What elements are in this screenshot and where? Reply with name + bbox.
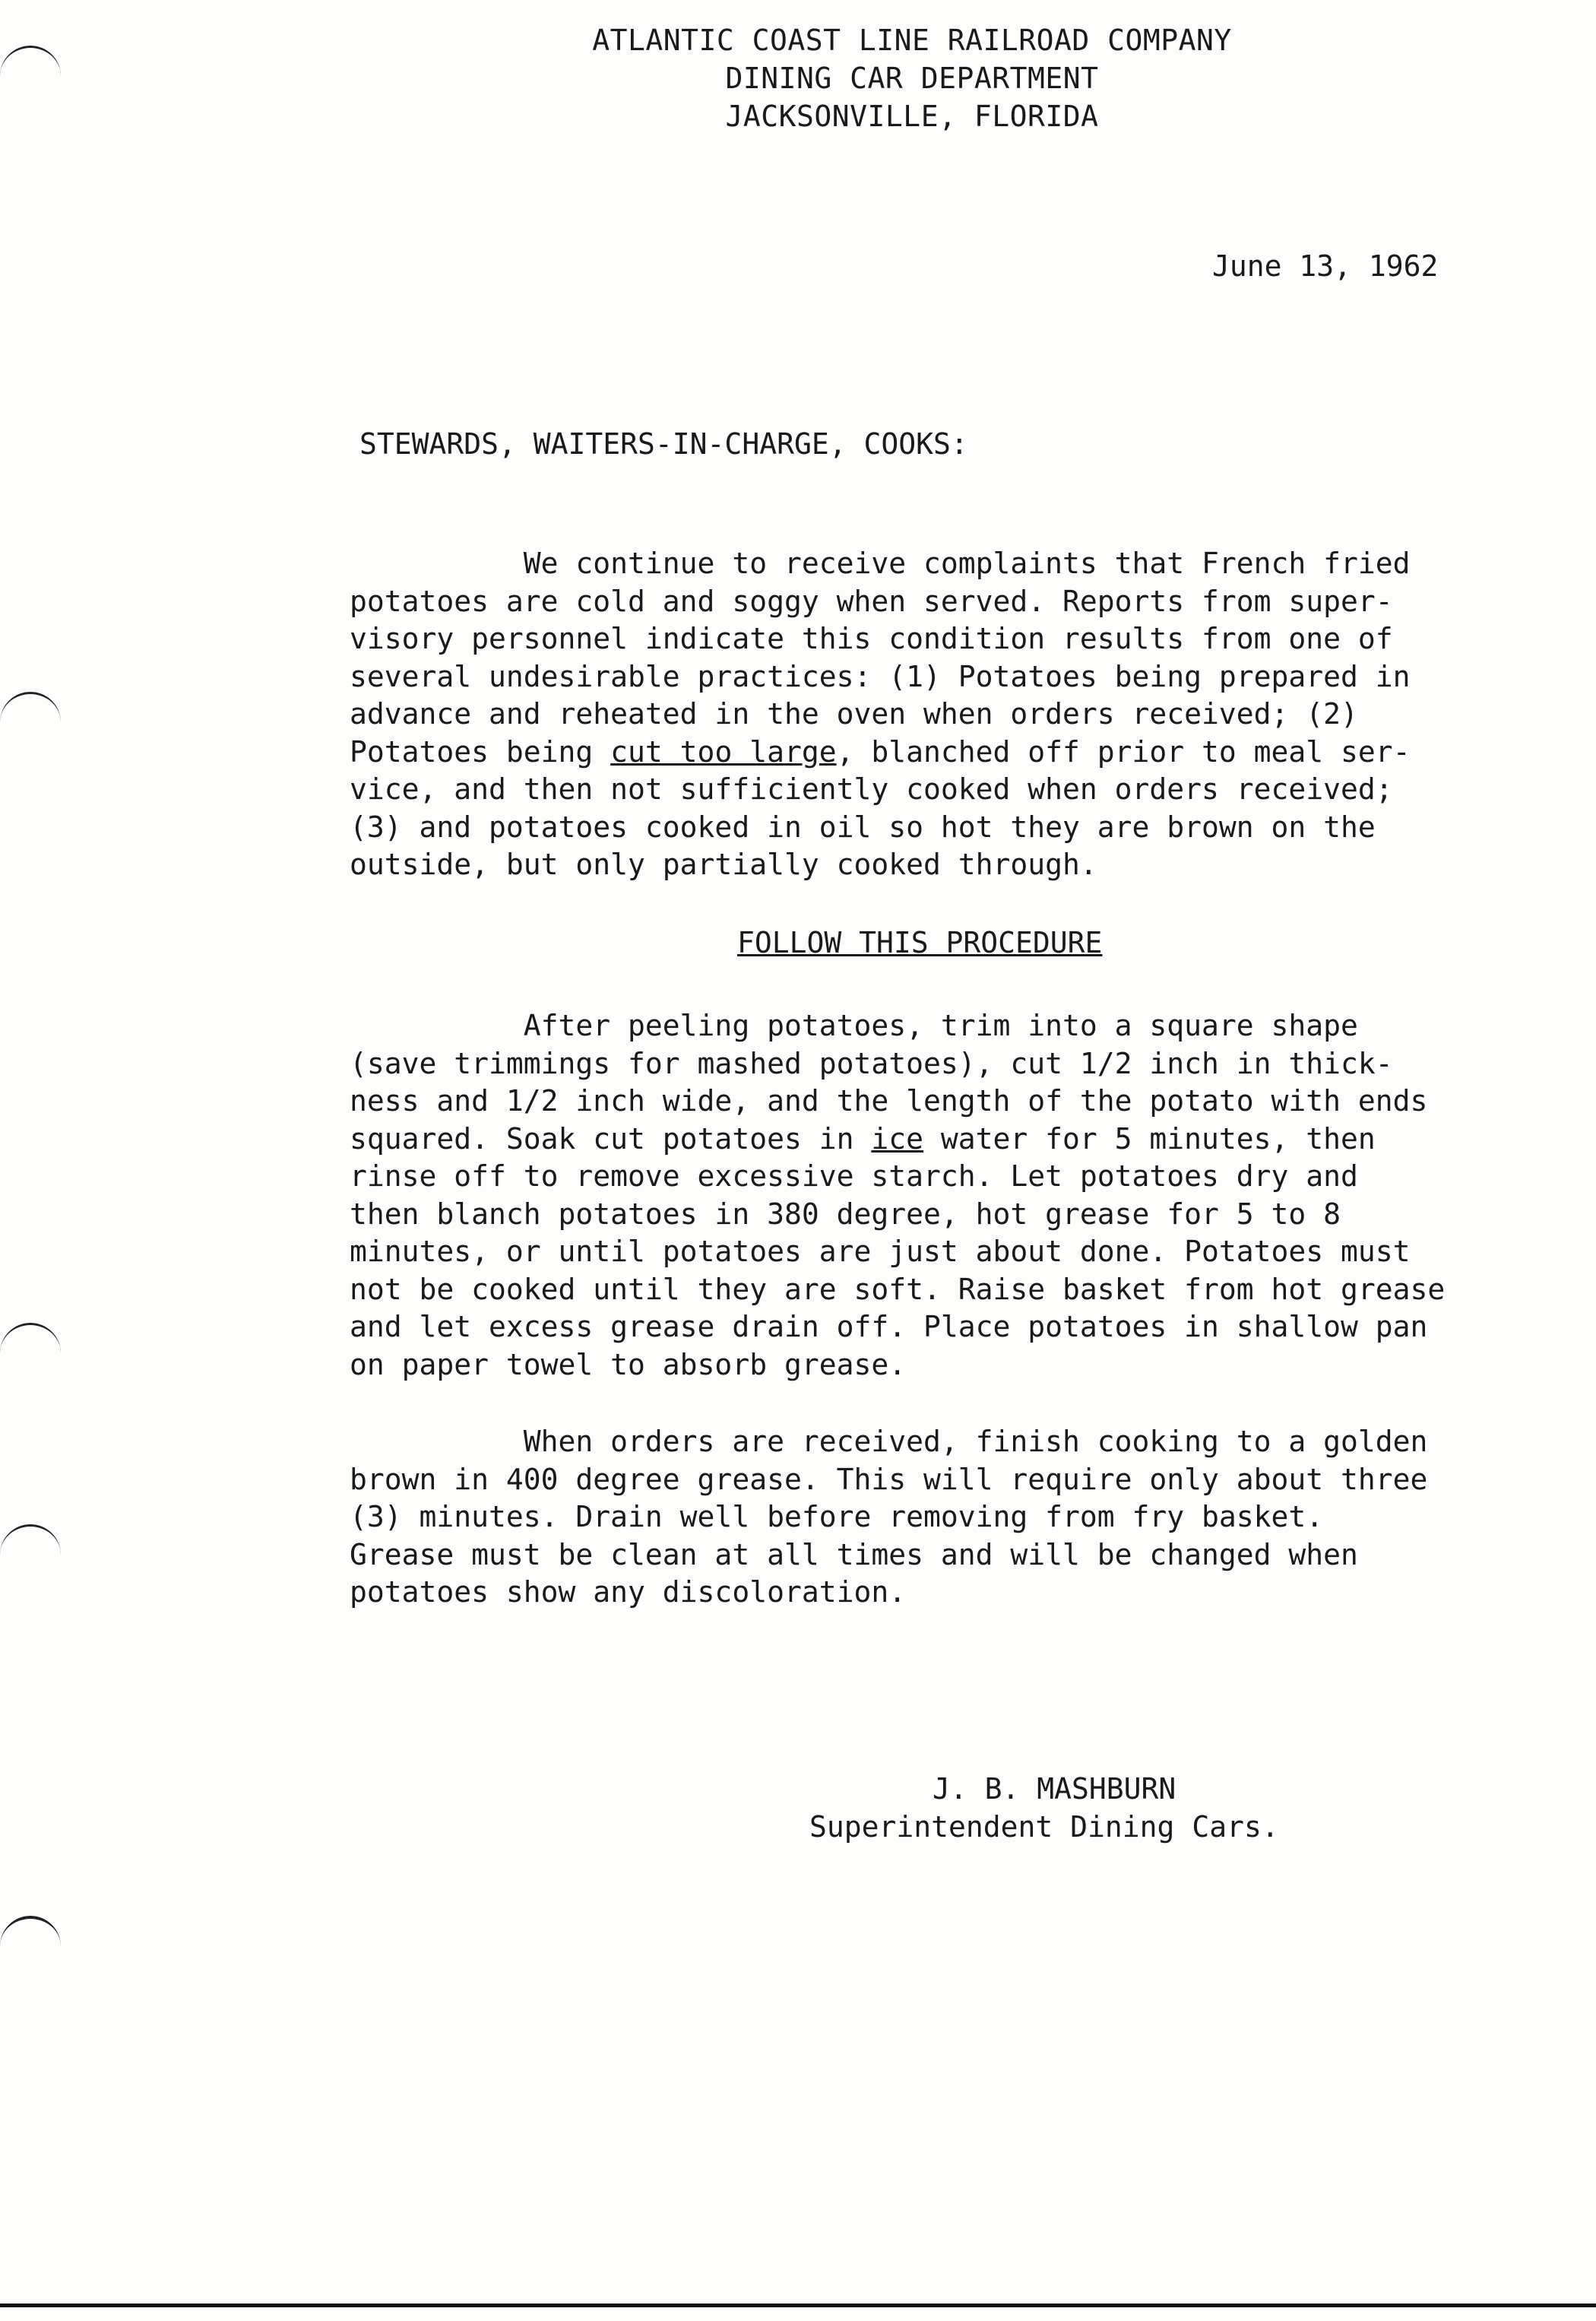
underlined-text: ice xyxy=(871,1121,923,1156)
letterhead-department: DINING CAR DEPARTMENT xyxy=(725,62,1099,95)
text-line: minutes, or until potatoes are just about done. Potatoes must xyxy=(350,1235,1411,1268)
letterhead-location: JACKSONVILLE, FLORIDA xyxy=(725,100,1099,133)
text-segment: , blanched off prior to meal ser- xyxy=(836,734,1411,769)
text-line xyxy=(350,734,1411,772)
text-line: not be cooked until they are soft. Raise basket from hot grease xyxy=(350,1272,1446,1306)
text-line xyxy=(350,1121,1445,1159)
binder-hole-mark xyxy=(0,692,61,747)
text-line: potatoes show any discoloration. xyxy=(350,1575,907,1609)
signer-title: Superintendent Dining Cars. xyxy=(809,1810,1279,1844)
text-line: advance and reheated in the oven when orders received; (2) xyxy=(350,697,1358,731)
binder-hole-mark xyxy=(0,1323,61,1378)
text-line: brown in 400 degree grease. This will require only about three xyxy=(350,1462,1428,1496)
procedure-heading: FOLLOW THIS PROCEDURE xyxy=(737,926,1103,959)
text-line: on paper towel to absorb grease. xyxy=(350,1347,907,1381)
letter-date: June 13, 1962 xyxy=(1212,249,1439,283)
text-segment: squared. Soak cut potatoes in xyxy=(350,1121,872,1156)
binder-hole-mark xyxy=(0,1916,61,1972)
text-line: visory personnel indicate this condition results from one of xyxy=(350,622,1393,655)
text-line: (3) and potatoes cooked in oil so hot they are brown on the xyxy=(350,810,1376,844)
text-line: several undesirable practices: (1) Potatoes being prepared in xyxy=(350,659,1411,693)
paragraph-finish-cooking xyxy=(350,1423,1427,1612)
text-line: After peeling potatoes, trim into a square shape xyxy=(350,1009,1358,1042)
text-line: rinse off to remove excessive starch. Let potatoes dry and xyxy=(350,1159,1358,1193)
underlined-text: cut too large xyxy=(610,734,837,769)
text-line: (save trimmings for mashed potatoes), cut 1/2 inch in thick- xyxy=(350,1046,1393,1080)
text-line: ness and 1/2 inch wide, and the length of the potato with ends xyxy=(350,1084,1428,1118)
bottom-edge-line xyxy=(0,2304,1596,2307)
text-line: We continue to receive complaints that French fried xyxy=(350,547,1411,580)
text-line: potatoes are cold and soggy when served. Reports from super- xyxy=(350,584,1393,618)
text-line: vice, and then not sufficiently cooked when orders received; xyxy=(350,772,1393,806)
text-line: and let excess grease drain off. Place potatoes in shallow pan xyxy=(350,1310,1428,1343)
salutation: STEWARDS, WAITERS-IN-CHARGE, COOKS: xyxy=(359,427,968,461)
letterhead xyxy=(532,21,1292,135)
text-segment: water for 5 minutes, then xyxy=(923,1121,1376,1156)
binder-hole-mark xyxy=(0,1524,61,1580)
paragraph-procedure xyxy=(350,1007,1445,1384)
text-line: then blanch potatoes in 380 degree, hot grease for 5 to 8 xyxy=(350,1197,1341,1231)
text-line: outside, but only partially cooked through. xyxy=(350,848,1097,881)
binder-hole-mark xyxy=(0,46,61,101)
signature-block xyxy=(809,1770,1279,1846)
letterhead-company: ATLANTIC COAST LINE RAILROAD COMPANY xyxy=(592,24,1232,57)
text-segment: Potatoes being xyxy=(350,734,611,769)
text-line: When orders are received, finish cooking to a golden xyxy=(350,1425,1428,1458)
paragraph-complaints xyxy=(350,545,1411,884)
text-line: Grease must be clean at all times and will be changed when xyxy=(350,1537,1358,1571)
signer-name: J. B. MASHBURN xyxy=(933,1772,1176,1806)
text-line: (3) minutes. Drain well before removing from fry basket. xyxy=(350,1500,1324,1533)
